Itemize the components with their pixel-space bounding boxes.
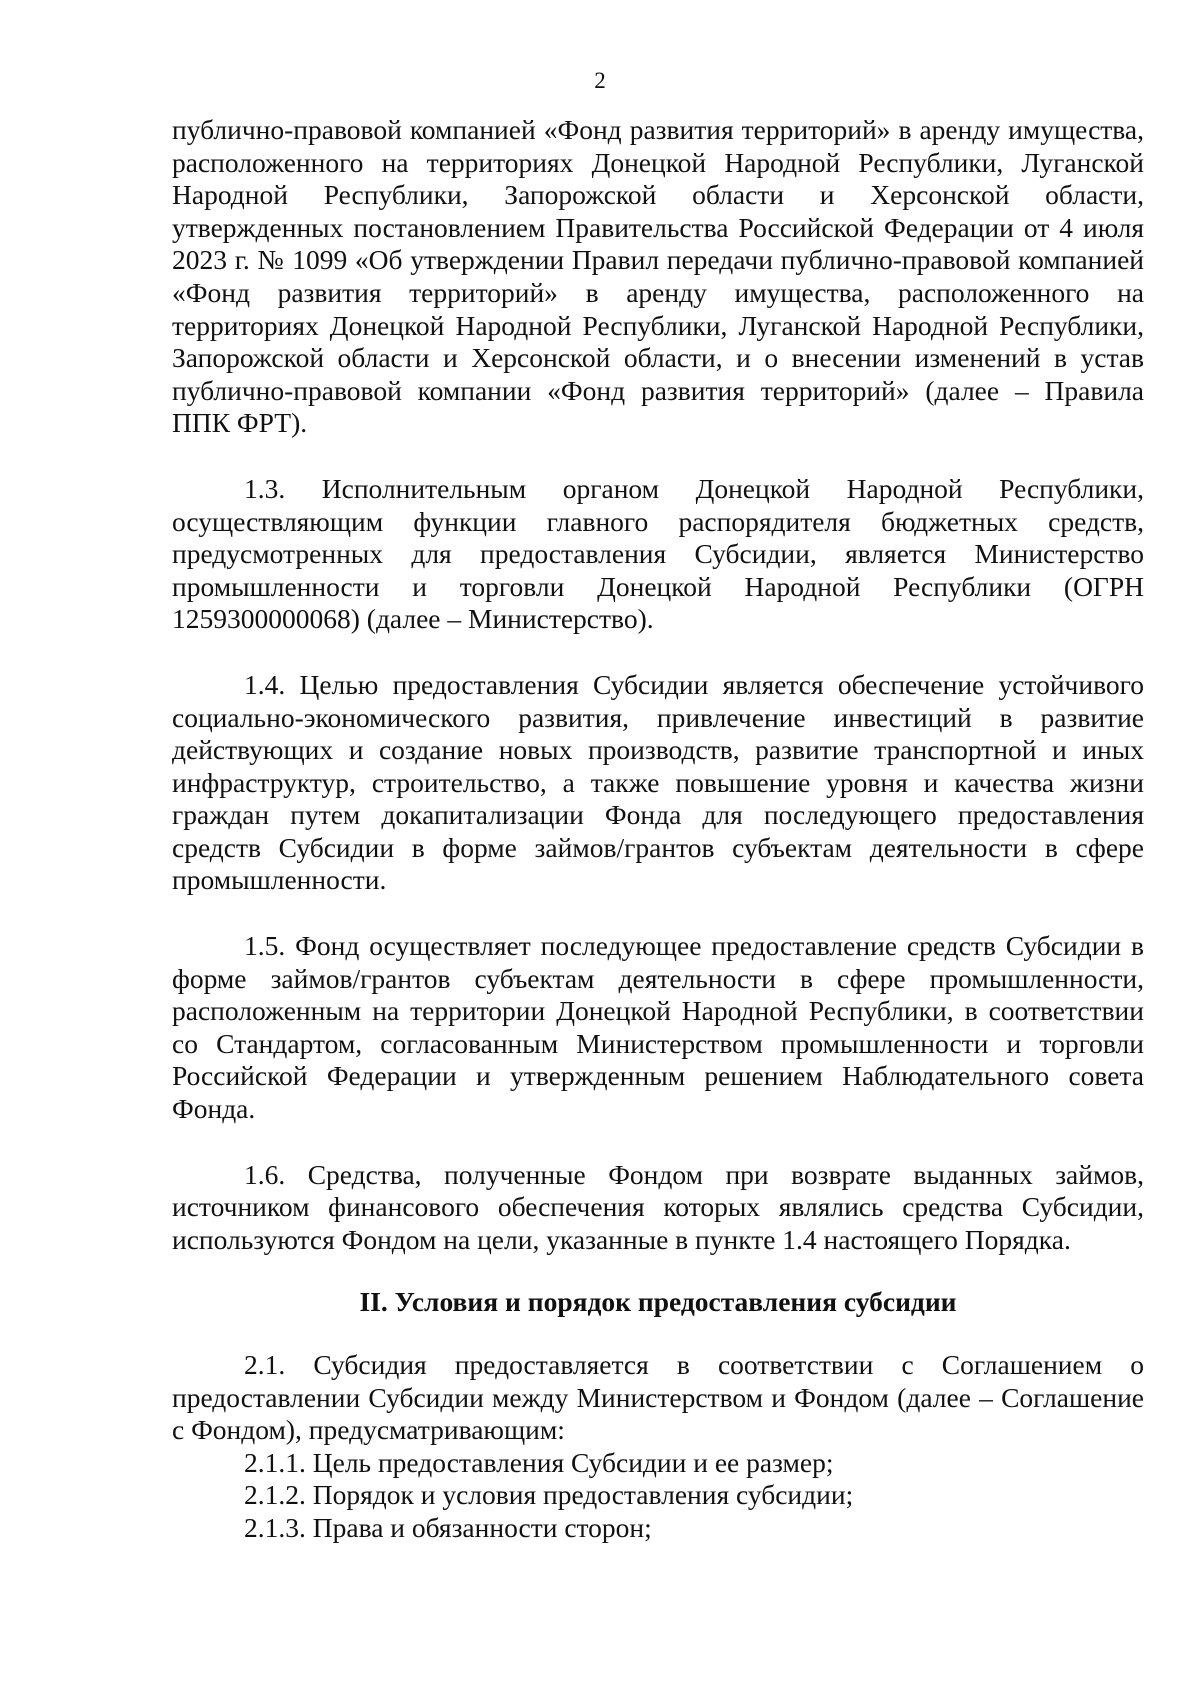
list-item: 2.1.2. Порядок и условия предоставления субсидии; <box>244 1479 854 1511</box>
paragraph-2-1: 2.1. Субсидия предоставляется в соответствии с Соглашением о предоставлении Субсидии между Министерством и Фондом (далее – Соглашение с Фондом), предусматривающим: <box>172 1349 1144 1446</box>
paragraph-1-3: 1.3. Исполнительным органом Донецкой Народной Республики, осуществляющим функции главного распорядителя бюджетных средств, предусмотренных для предоставления Субсидии, является Министерство промышленности и торговли Донецкой Народной Республики (ОГРН 1259300000068) (далее – Министерство). <box>172 472 1144 635</box>
paragraph-1-6: 1.6. Средства, полученные Фондом при возврате выданных займов, источником финансового обеспечения которых являлись средства Субсидии, используются Фондом на цели, указанные в пункте 1.4 настоящего Порядка. <box>172 1158 1144 1255</box>
paragraph-continuation: публично-правовой компанией «Фонд развития территорий» в аренду имущества, расположенного на территориях Донецкой Народной Республики, Луганской Народной Республики, Запорожской области и Херсонской области, утвержденных постановлением Правительства Российской Федерации от 4 июля 2023 г. № 1099 «Об утверждении Правил передачи публично-правовой компанией «Фонд развития территорий» в аренду имущества, расположенного на территориях Донецкой Народной Республики, Луганской Народной Республики, Запорожской области и Херсонской области, и о внесении изменений в устав публично-правовой компании «Фонд развития территорий» (далее – Правила ППК ФРТ). <box>172 114 1144 439</box>
list-item: 2.1.1. Цель предоставления Субсидии и ее размер; <box>244 1446 834 1478</box>
list-item: 2.1.3. Права и обязанности сторон; <box>244 1511 652 1543</box>
paragraph-1-4: 1.4. Целью предоставления Субсидии является обеспечение устойчивого социально-экономического развития, привлечение инвестиций в развитие действующих и создание новых производств, развитие транспортной и иных инфраструктур, строительство, а также повышение уровня и качества жизни граждан путем докапитализации Фонда для последующего предоставления средств Субсидии в форме займов/грантов субъектам деятельности в сфере промышленности. <box>172 668 1144 896</box>
page-number: 2 <box>594 68 606 93</box>
paragraph-1-5: 1.5. Фонд осуществляет последующее предоставление средств Субсидии в форме займов/грантов субъектам деятельности в сфере промышленности, расположенным на территории Донецкой Народной Республики, в соответствии со Стандартом, согласованным Министерством промышленности и торговли Российской Федерации и утвержденным решением Наблюдательного совета Фонда. <box>172 930 1144 1125</box>
section-heading: II. Условия и порядок предоставления субсидии <box>359 1286 957 1318</box>
document-body <box>172 114 1144 1545</box>
